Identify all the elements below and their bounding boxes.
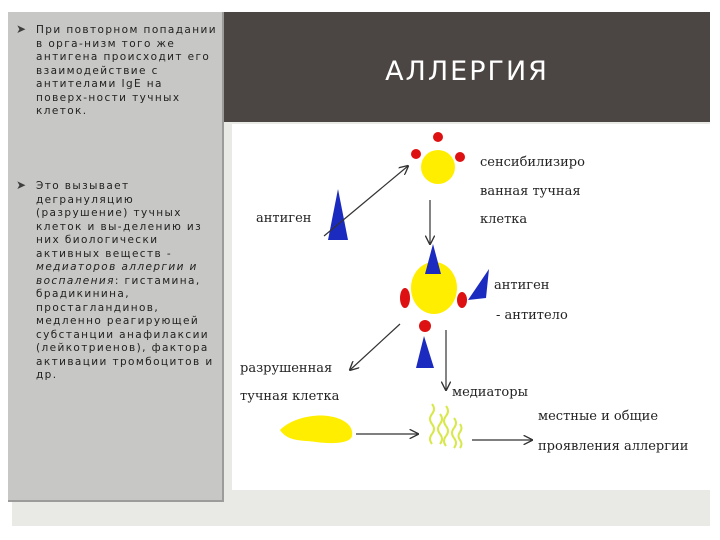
- destroyed-mast-cell: [280, 416, 352, 444]
- antibody-marker: [433, 132, 443, 142]
- antibody-marker: [419, 320, 431, 332]
- label-manifestation-2: проявления аллергии: [538, 439, 689, 454]
- slide-title: АЛЛЕРГИЯ: [385, 56, 549, 87]
- label-sensitized-3: клетка: [480, 212, 528, 227]
- bullet-marker-icon: ➤: [16, 22, 27, 36]
- paragraph-2-tail: : гистамина, брадикинина, простагландинов, медленно реагирующей субстанции анафилаксии (лейкотриенов), фактора активации тромбоцитов и др.: [36, 274, 214, 381]
- label-destroyed-2: тучная клетка: [240, 389, 340, 404]
- allergy-diagram: [232, 124, 710, 490]
- label-antibody: - антитело: [496, 308, 568, 323]
- label-antigen-left: антиген: [256, 211, 312, 226]
- arrow-to-destroyed-cell: [350, 324, 400, 370]
- bullet-marker-icon: ➤: [16, 178, 27, 192]
- paragraph-2-emphasis: медиаторов аллергии и воспаления: [36, 261, 198, 287]
- label-sensitized-1: сенсибилизиро: [480, 155, 585, 170]
- antibody-marker: [457, 292, 467, 308]
- sensitized-mast-cell: [421, 150, 455, 184]
- antibody-marker: [455, 152, 465, 162]
- paragraph-1: При повторном попадании в орга-низм того же антигена происходит его взаимодействие с антителами IgE на поверх-ности тучных клеток.: [36, 24, 217, 117]
- paragraph-2-lead: Это вызывает дегрануляцию (разрушение) тучных клеток и вы-делению из них биологически активных веществ -: [36, 180, 203, 260]
- label-destroyed-1: разрушенная: [240, 361, 333, 376]
- antigen-triangle: [328, 189, 348, 240]
- antigen-triangle: [468, 269, 489, 300]
- label-antigen-right: антиген: [494, 278, 550, 293]
- antibody-marker: [411, 149, 421, 159]
- antigen-triangle: [425, 244, 441, 274]
- antibody-marker: [400, 288, 410, 308]
- label-manifestation-1: местные и общие: [538, 409, 659, 424]
- antigen-triangle: [416, 336, 434, 368]
- label-mediators: медиаторы: [452, 385, 528, 400]
- mediators-cluster: [430, 404, 462, 448]
- paragraph-2: [36, 180, 218, 383]
- label-sensitized-2: ванная тучная: [480, 184, 581, 199]
